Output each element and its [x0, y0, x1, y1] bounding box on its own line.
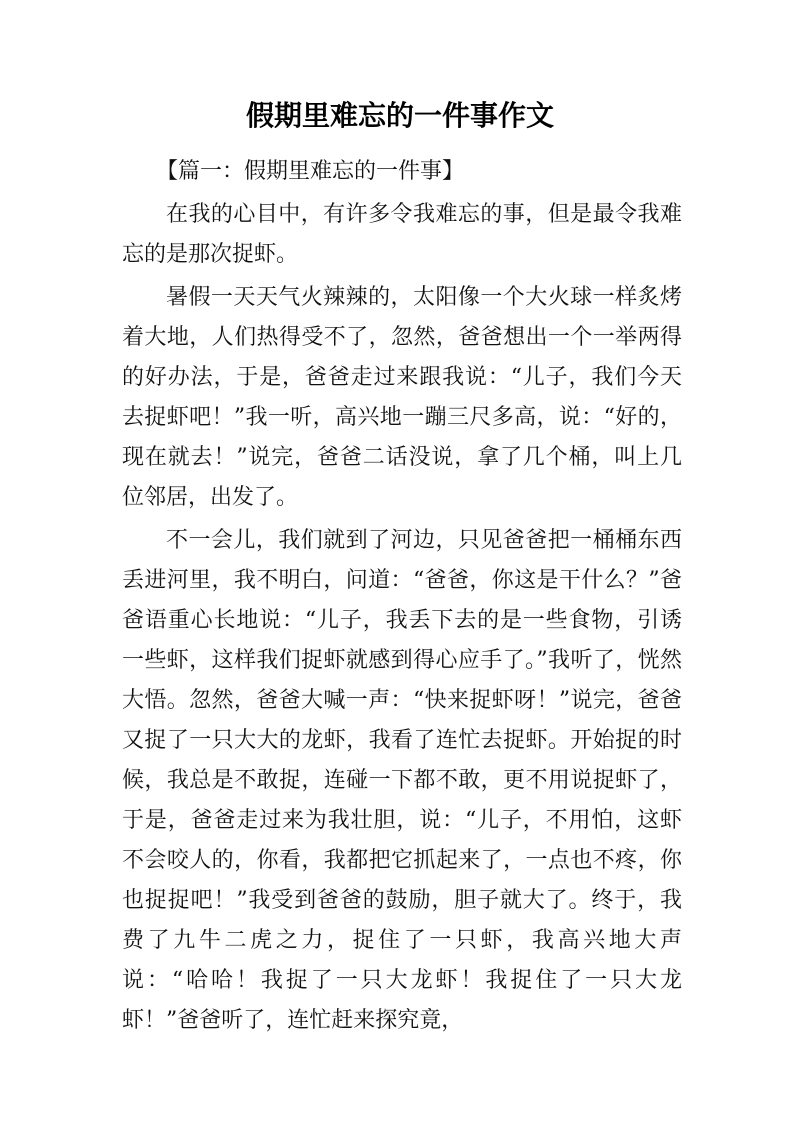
paragraph-3: 不一会儿，我们就到了河边，只见爸爸把一桶桶东西丢进河里，我不明白，问道：“爸爸，你这是干什么？”爸爸语重心长地说：“儿子，我丢下去的是一些食物，引诱一些虾，这样我们捉虾就感到得心应手了。”我听了，恍然大悟。忽然，爸爸大喊一声：“快来捉虾呀！”说完，爸爸又捉了一只大大的龙虾，我看了连忙去捉虾。开始捉的时候，我总是不敢捉，连碰一下都不敢，更不用说捉虾了，于是，爸爸走过来为我壮胆，说：“儿子，不用怕，这虾不会咬人的，你看，我都把它抓起来了，一点也不疼，你也捉捉吧！”我受到爸爸的鼓励，胆子就大了。终于，我费了九牛二虎之力，捉住了一只虾，我高兴地大声说：“哈哈！我捉了一只大龙虾！我捉住了一只大龙虾！”爸爸听了，连忙赶来探究竟，: [122, 528, 682, 1033]
paragraph-1: 在我的心目中，有许多令我难忘的事，但是最令我难忘的是那次捉虾。: [122, 202, 682, 267]
section-heading: 【篇一：假期里难忘的一件事】: [156, 159, 465, 184]
paragraph-2: 暑假一天天气火辣辣的，太阳像一个大火球一样炙烤着大地，人们热得受不了，忽然，爸爸想出一个一举两得的好办法，于是，爸爸走过来跟我说：“儿子，我们今天去捉虾吧！”我一听，高兴地一蹦三尺多高，说：“好的，现在就去！”说完，爸爸二话没说，拿了几个桶，叫上几位邻居，出发了。: [122, 285, 682, 510]
document-title: 假期里难忘的一件事作文: [245, 99, 554, 132]
document-body: [122, 152, 682, 1041]
